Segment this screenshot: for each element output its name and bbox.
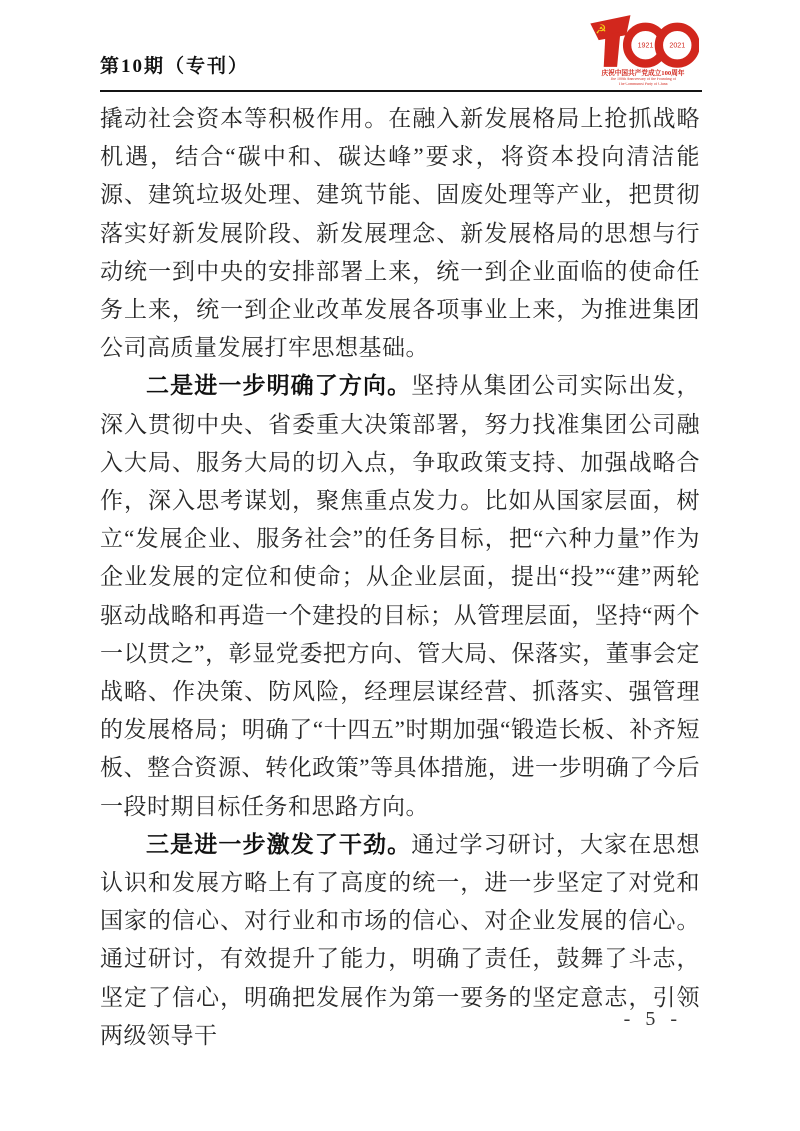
paragraph-lead: 二是进一步明确了方向。	[146, 373, 412, 399]
page-number: - 5 -	[623, 1008, 682, 1030]
hammer-sickle-icon: ☭	[595, 21, 607, 36]
document-body	[100, 100, 700, 1055]
cpc-100-anniversary-logo	[584, 13, 702, 91]
paragraph-lead: 三是进一步激发了干劲。	[146, 831, 412, 857]
year-right-label: 2021	[669, 41, 686, 50]
issue-label: 第10期（专刊）	[100, 56, 250, 77]
logo-caption-cn: 庆祝中国共产党成立100周年	[601, 68, 685, 77]
paragraph-text: 撬动社会资本等积极作用。在融入新发展格局上抢抓战略机遇，结合“碳中和、碳达峰”要求，将资本投向清洁能源、建筑垃圾处理、建筑节能、固废处理等产业，把贯彻落实好新发展阶段、新发展理念、新发展格局的思想与行动统一到中央的安排部署上来，统一到企业面临的使命任务上来，统一到企业改革发展各项事业上来，为推进集团公司高质量发展打牢思想基础。	[100, 106, 700, 361]
paragraph-text: 坚持从集团公司实际出发，深入贯彻中央、省委重大决策部署，努力找准集团公司融入大局、服务大局的切入点，争取政策支持、加强战略合作，深入思考谋划，聚焦重点发力。比如从国家层面，树立“发展企业、服务社会”的任务目标，把“六种力量”作为企业发展的定位和使命；从企业层面，提出“投”“建”两轮驱动战略和再造一个建投的目标；从管理层面，坚持“两个一以贯之”，彰显党委把方向、管大局、保落实，董事会定战略、作决策、防风险，经理层谋经营、抓落实、强管理的发展格局；明确了“十四五”时期加强“锻造长板、补齐短板、整合资源、转化政策”等具体措施，进一步明确了今后一段时期目标任务和思路方向。	[100, 373, 701, 819]
paragraph-second-point	[100, 367, 700, 825]
cpc-100-emblem-icon	[587, 13, 699, 69]
paragraph-text: 通过学习研讨，大家在思想认识和发展方略上有了高度的统一，进一步坚定了对党和国家的信心、对行业和市场的信心、对企业发展的信心。通过研讨，有效提升了能力，明确了责任，鼓舞了斗志，坚定了信心，明确把发展作为第一要务的坚定意志，引领两级领导干	[100, 831, 701, 1048]
paragraph-third-point	[100, 826, 700, 1055]
page-header	[100, 8, 702, 92]
logo-caption-en-line2: The Communist Party of China	[618, 82, 668, 87]
numeral-one-stem	[604, 31, 621, 66]
paragraph-continuation	[100, 100, 700, 367]
logo-caption-en-line1: The 100th Anniversary of the Founding of	[609, 77, 677, 82]
year-left-label: 1921	[637, 41, 654, 50]
